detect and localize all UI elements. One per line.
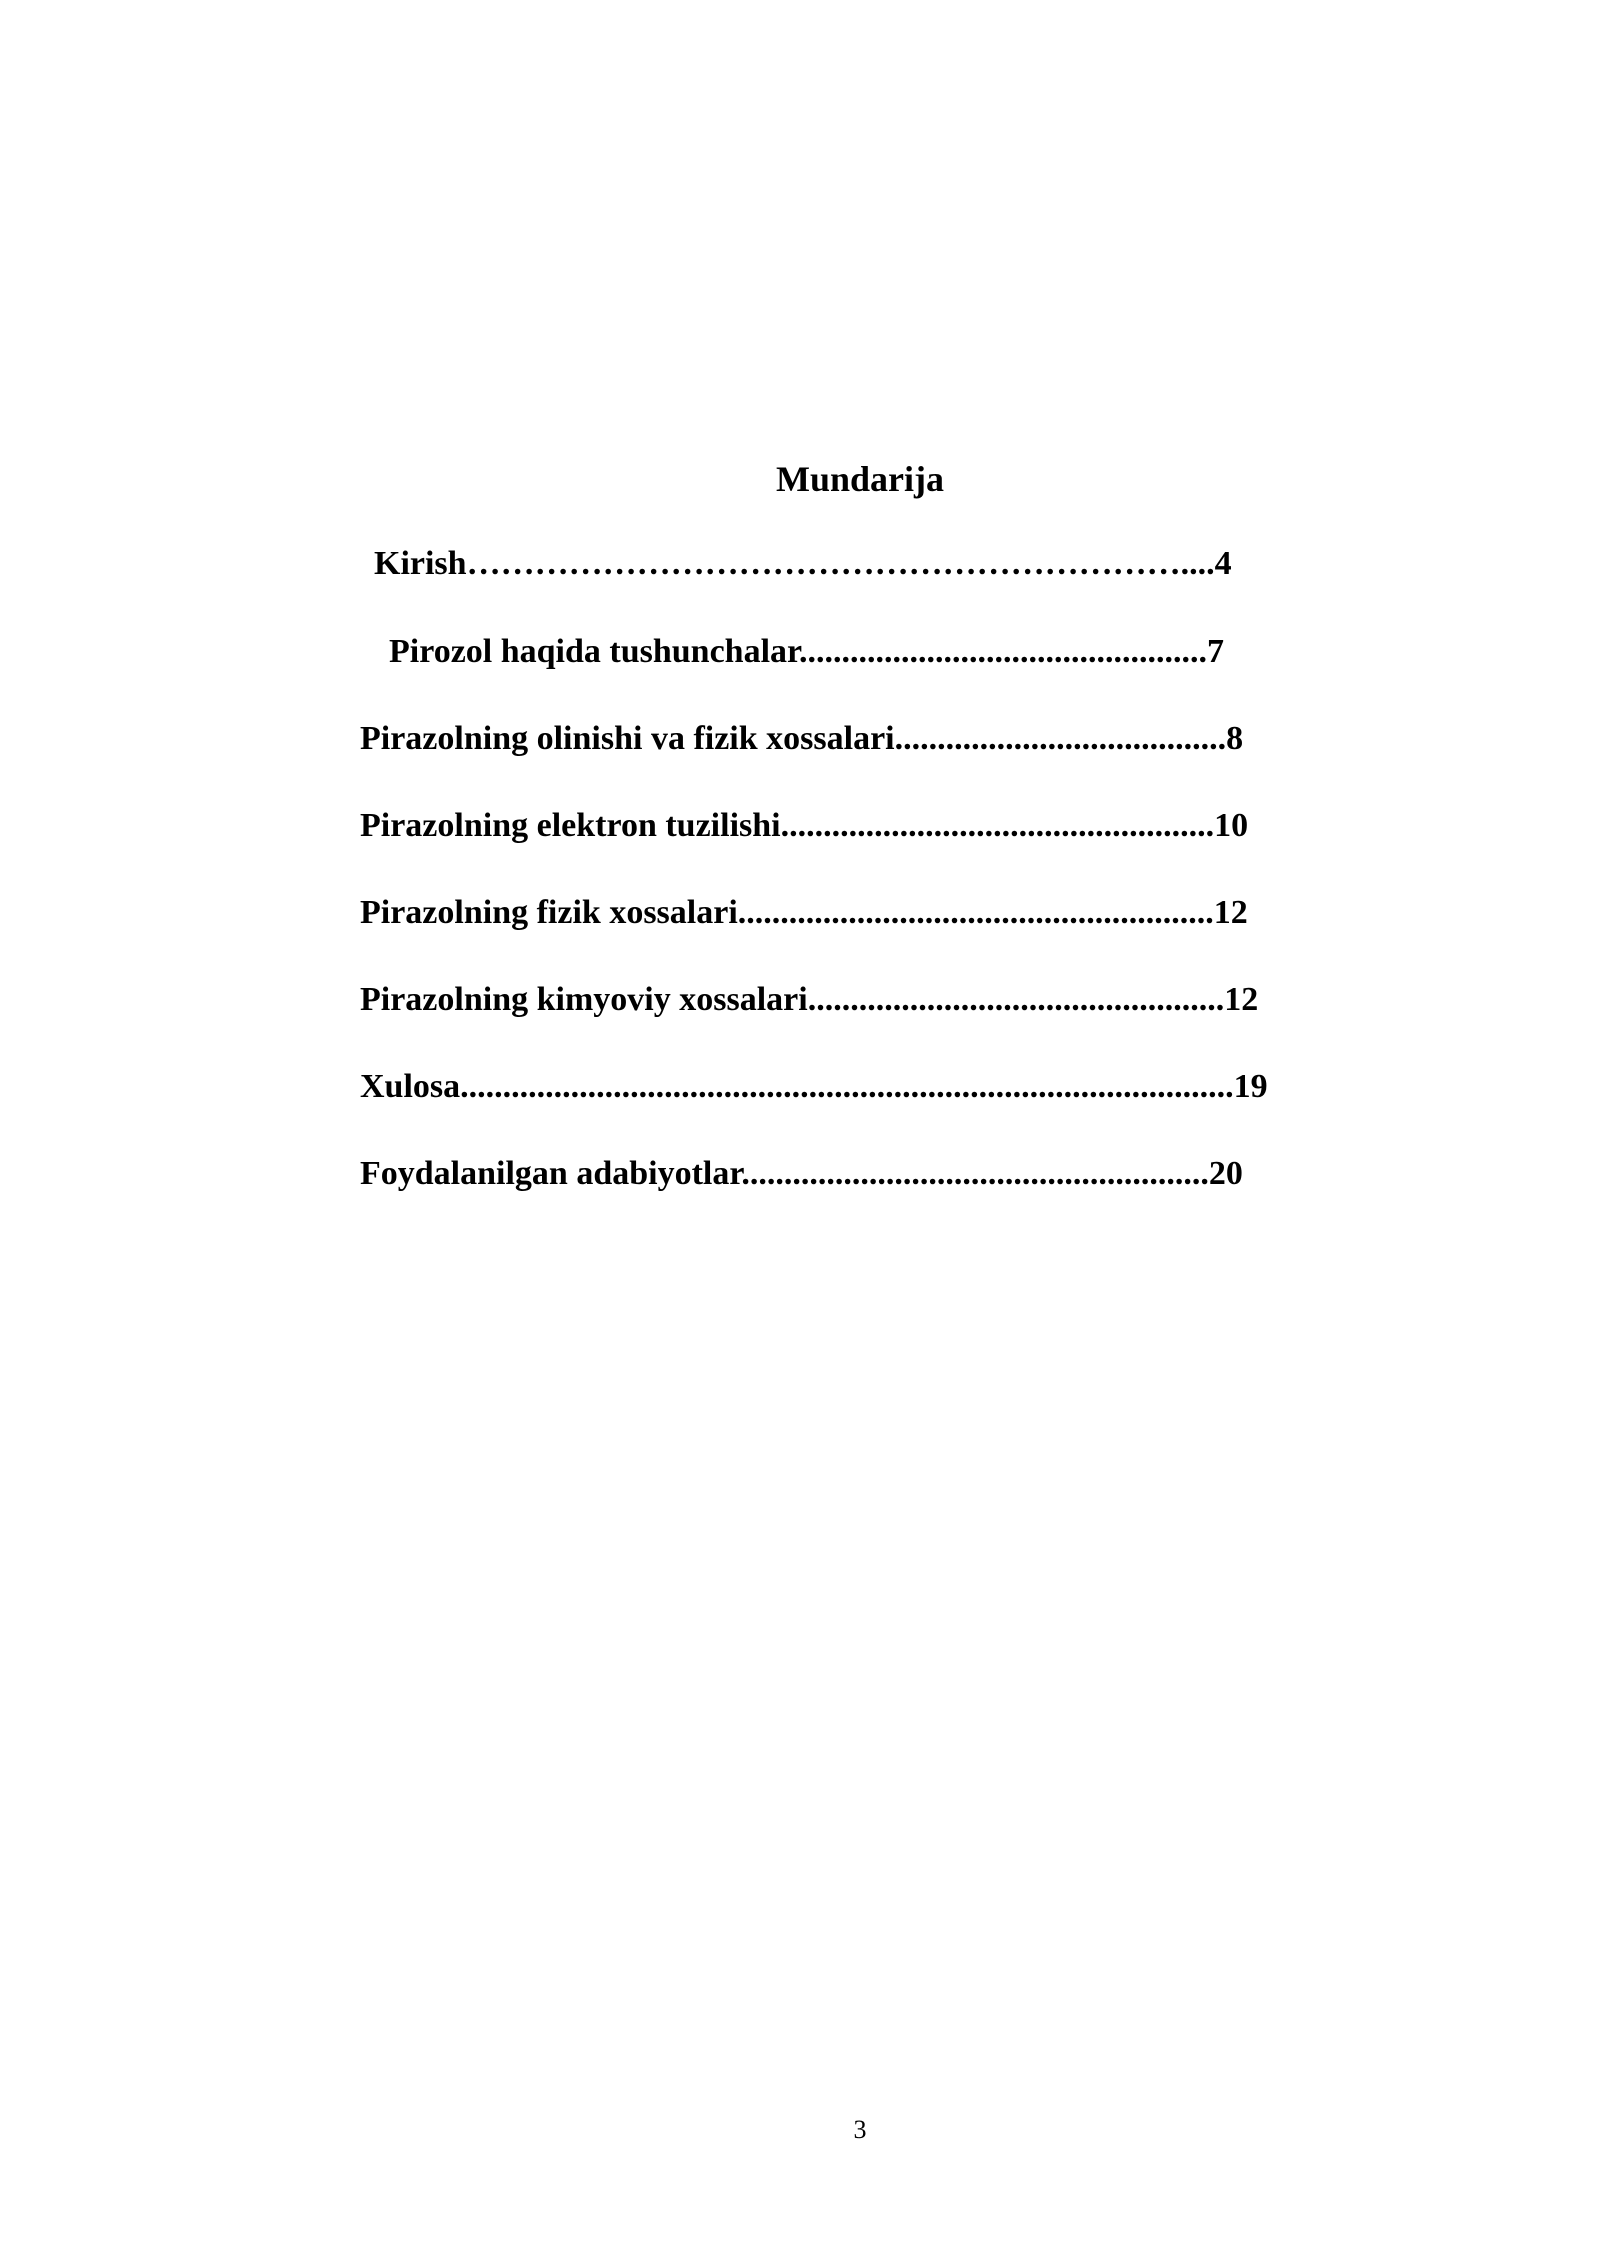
- toc-entry-leader: ................................................: [799, 633, 1208, 670]
- toc-entry-page: 10: [1214, 807, 1249, 844]
- toc-entry-label: Pirazolning fizik xossalari: [360, 894, 738, 931]
- toc-entry-xulosa: [360, 1062, 1268, 1112]
- page-number: 3: [853, 2115, 867, 2144]
- toc-entry-leader: ...........................................................................................: [460, 1068, 1234, 1105]
- toc-entry-page: 12: [1224, 981, 1259, 1018]
- toc-entry-fizik-xossalari: [360, 888, 1248, 938]
- toc-entry-leader: .......................................................: [741, 1155, 1209, 1192]
- toc-entry-elektron-tuzilishi: [360, 801, 1248, 851]
- toc-entry-leader: ...................................................: [780, 807, 1215, 844]
- toc-entry-page: 20: [1208, 1155, 1243, 1192]
- toc-entry-adabiyotlar: [360, 1149, 1243, 1199]
- toc-entry-page: 12: [1213, 894, 1248, 931]
- toc-title: Mundarija: [775, 459, 944, 499]
- toc-entry-label: Pirazolning olinishi va fizik xossalari: [360, 720, 895, 757]
- toc-entry-page: 8: [1226, 720, 1244, 757]
- toc-entry-page: 7: [1207, 633, 1225, 670]
- toc-entry-pirozol-haqida: [389, 627, 1224, 677]
- toc-entry-page: 4: [1214, 545, 1232, 582]
- toc-entry-label: Pirazolning elektron tuzilishi: [360, 807, 781, 844]
- toc-entry-kimyoviy-xossalari: [360, 975, 1258, 1025]
- toc-entry-label: Foydalanilgan adabiyotlar: [360, 1155, 742, 1192]
- toc-entry-label: Xulosa: [360, 1068, 461, 1105]
- toc-entry-page: 19: [1233, 1068, 1268, 1105]
- toc-entry-leader: ………………………………………………………....: [466, 545, 1215, 582]
- toc-entry-leader: .......................................: [894, 720, 1227, 757]
- toc-entry-olinishi: [360, 714, 1243, 764]
- toc-entry-kirish: [374, 539, 1232, 589]
- toc-entry-label: Pirazolning kimyoviy xossalari: [360, 981, 808, 1018]
- toc-entry-label: Kirish: [374, 545, 467, 582]
- toc-entry-leader: .................................................: [807, 981, 1225, 1018]
- toc-entry-leader: ........................................................: [737, 894, 1214, 931]
- toc-entry-label: Pirozol haqida tushunchalar: [389, 633, 800, 670]
